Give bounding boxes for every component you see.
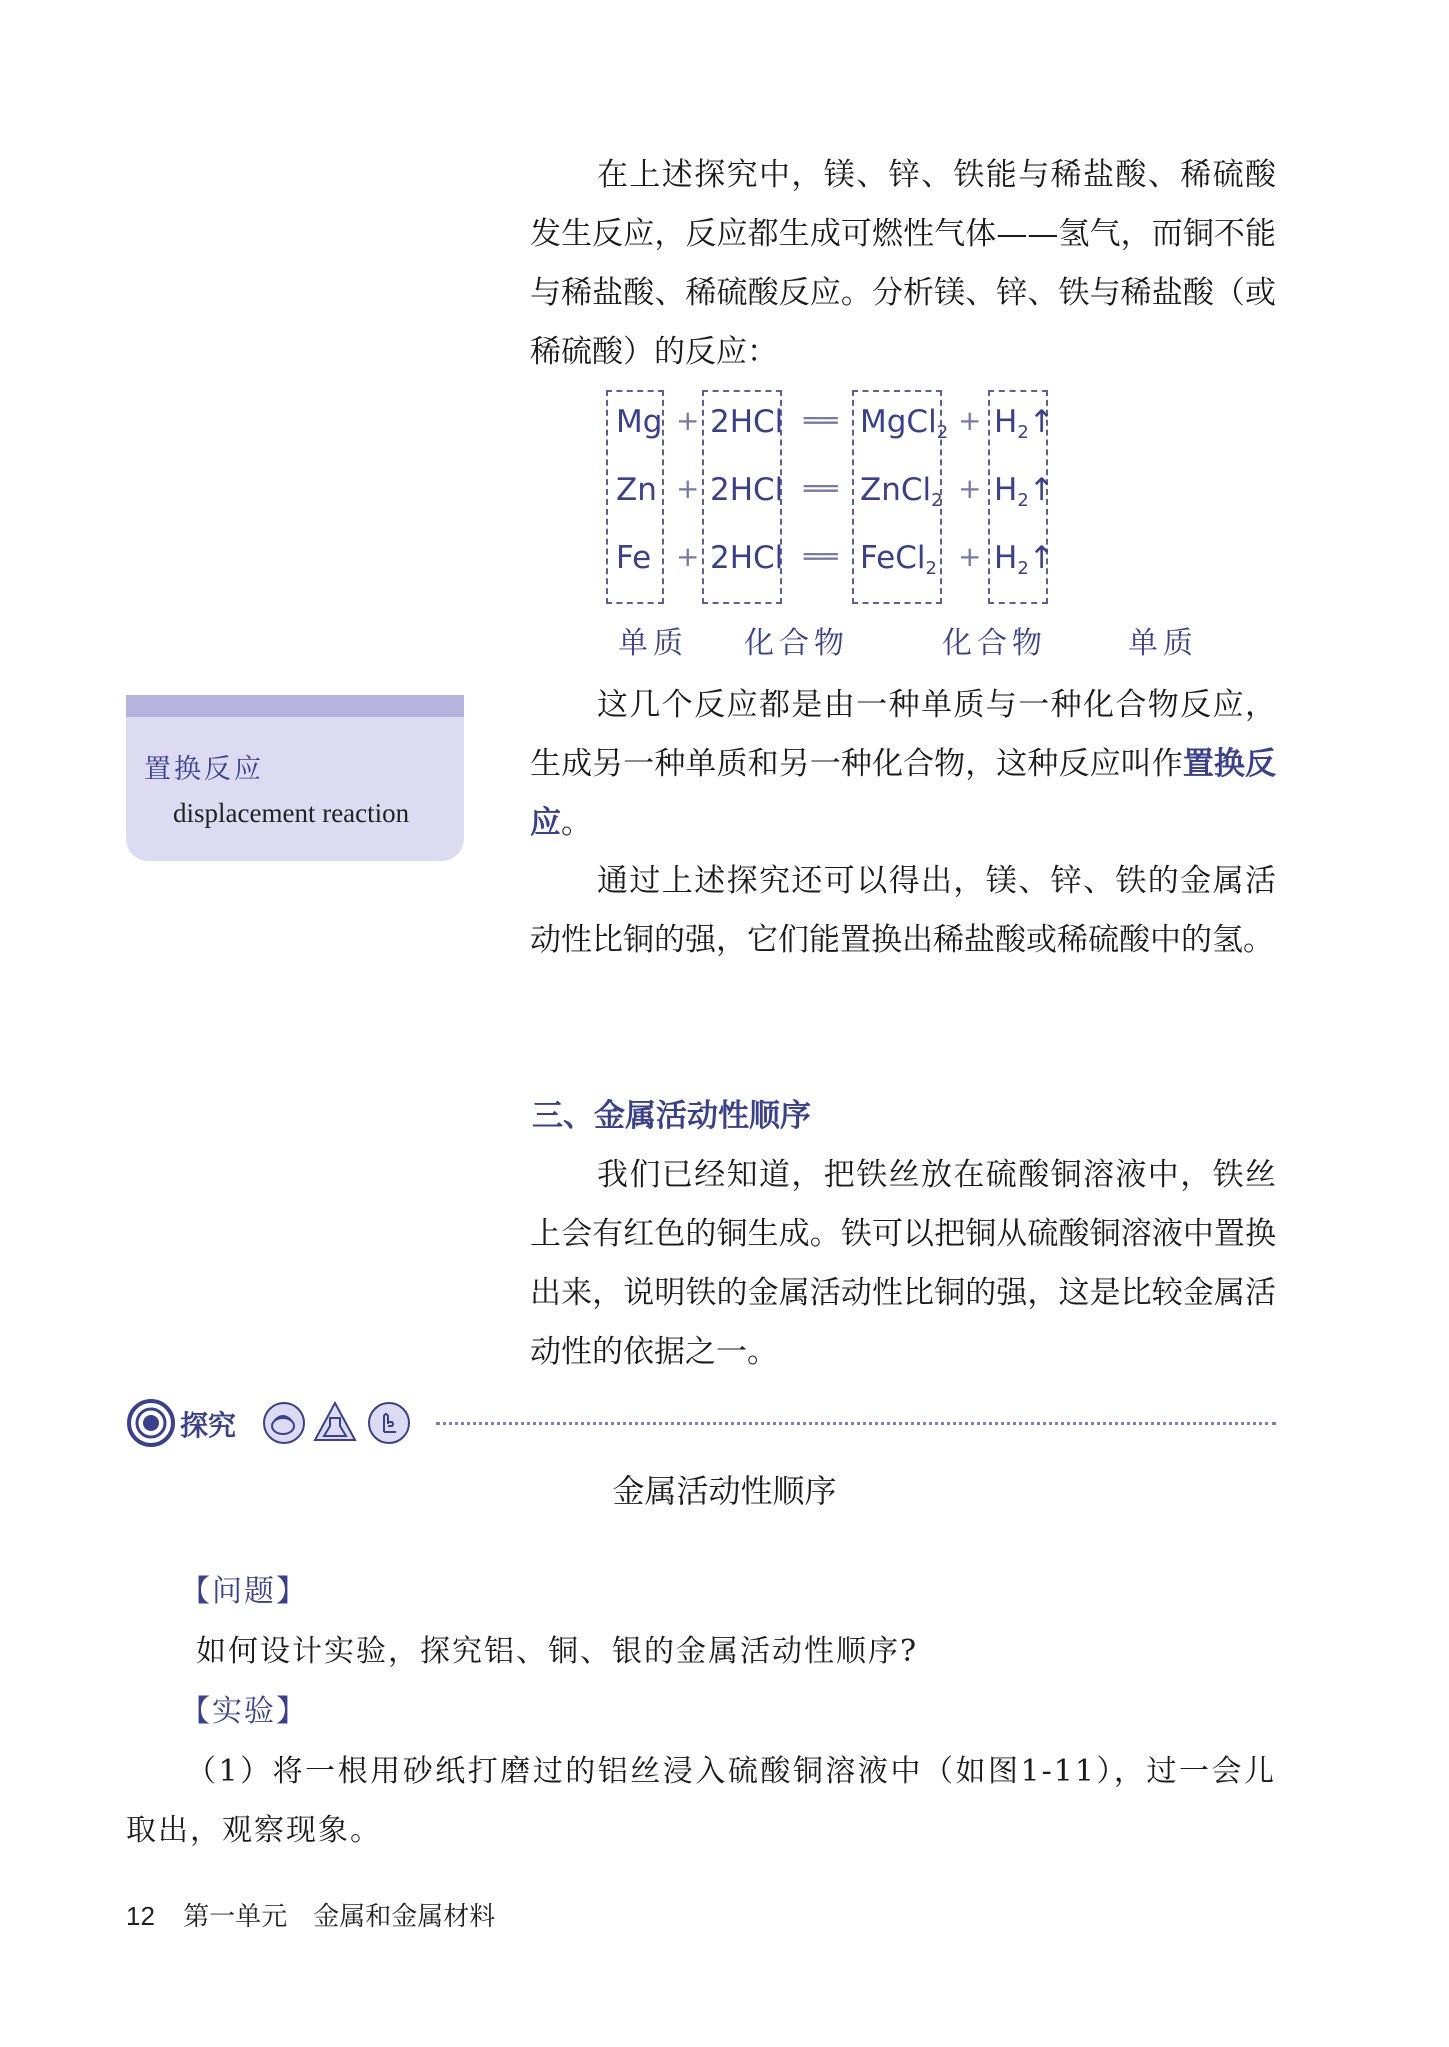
term-english: displacement reaction <box>173 798 410 828</box>
reactant-metal: Mg <box>616 404 663 440</box>
label-compound: 化合物 <box>942 626 1047 661</box>
reaction-equations <box>606 390 1206 665</box>
question-heading: 【问题】 <box>180 1574 308 1609</box>
paragraph-conclusion: 通过上述探究还可以得出，镁、锌、铁的金属活动性比铜的强，它们能置换出稀盐酸或稀硫酸中的氢。 <box>530 863 1276 958</box>
label-element: 单质 <box>618 626 688 661</box>
reactant-metal: Fe <box>616 540 652 576</box>
equation-row-fe <box>606 526 1206 592</box>
reactant-metal: Zn <box>616 472 657 508</box>
product-gas: $H_2↑$ <box>994 472 1055 511</box>
plus-sign: + <box>676 540 700 573</box>
section-title: 三、金属活动性顺序 <box>532 1098 811 1134</box>
dotted-divider <box>436 1422 1276 1425</box>
paragraph-text: 这几个反应都是由一种单质与一种化合物反应，生成另一种单质和另一种化合物，这种反应叫作 <box>530 687 1276 782</box>
label-element: 单质 <box>1128 626 1198 661</box>
product-gas: $H_2↑$ <box>994 404 1055 443</box>
beaker-icon <box>261 1400 307 1446</box>
label-compound: 化合物 <box>744 626 849 661</box>
paragraph-displacement-definition <box>530 676 1276 853</box>
equation-row-zn <box>606 458 1206 524</box>
equals-sign: ══ <box>804 404 838 437</box>
question-text: 如何设计实验，探究铝、铜、银的金属活动性顺序? <box>196 1634 919 1669</box>
reactant-acid: 2HCl <box>710 472 784 508</box>
explore-label: 探究 <box>180 1409 237 1442</box>
equals-sign: ══ <box>804 540 838 573</box>
product-salt: FeCl$_2$ <box>860 540 937 579</box>
reactant-acid: 2HCl <box>710 404 784 440</box>
plus-sign: + <box>958 472 982 505</box>
keyword-displacement-reaction: 置换反应 <box>530 746 1277 841</box>
plus-sign: + <box>676 472 700 505</box>
explore-subtitle: 金属活动性顺序 <box>612 1472 837 1510</box>
plus-sign: + <box>958 404 982 437</box>
paragraph-text: 。 <box>561 805 592 841</box>
explore-header <box>126 1394 1276 1450</box>
product-gas: $H_2↑$ <box>994 540 1055 579</box>
term-chinese: 置换反应 <box>144 754 264 785</box>
reactant-acid: 2HCl <box>710 540 784 576</box>
plus-sign: + <box>958 540 982 573</box>
unit-title: 第一单元 金属和金属材料 <box>183 1902 496 1932</box>
term-box-header-bar <box>126 695 464 717</box>
flask-icon <box>312 1400 358 1446</box>
equation-row-mg <box>606 390 1206 456</box>
plus-sign: + <box>676 404 700 437</box>
product-salt: MgCl$_2$ <box>860 404 949 443</box>
experiment-heading: 【实验】 <box>180 1694 308 1729</box>
experiment-step-1: （1）将一根用砂纸打磨过的铝丝浸入硫酸铜溶液中（如图1-11），过一会儿取出，观察现象。 <box>126 1754 1276 1848</box>
paragraph-iron-copper: 我们已经知道，把铁丝放在硫酸铜溶液中，铁丝上会有红色的铜生成。铁可以把铜从硫酸铜溶液中置换出来，说明铁的金属活动性比铜的强，这是比较金属活动性的依据之一。 <box>530 1157 1276 1370</box>
glossary-term-box <box>126 695 464 861</box>
hand-icon <box>366 1400 412 1446</box>
page-number: 12 <box>126 1901 155 1931</box>
product-salt: ZnCl$_2$ <box>860 472 943 511</box>
page-footer <box>126 1896 495 1933</box>
equals-sign: ══ <box>804 472 838 505</box>
paragraph-intro: 在上述探究中，镁、锌、铁能与稀盐酸、稀硫酸发生反应，反应都生成可燃性气体——氢气，而铜不能与稀盐酸、稀硫酸反应。分析镁、锌、铁与稀盐酸（或稀硫酸）的反应： <box>530 157 1276 370</box>
target-icon <box>126 1398 176 1448</box>
